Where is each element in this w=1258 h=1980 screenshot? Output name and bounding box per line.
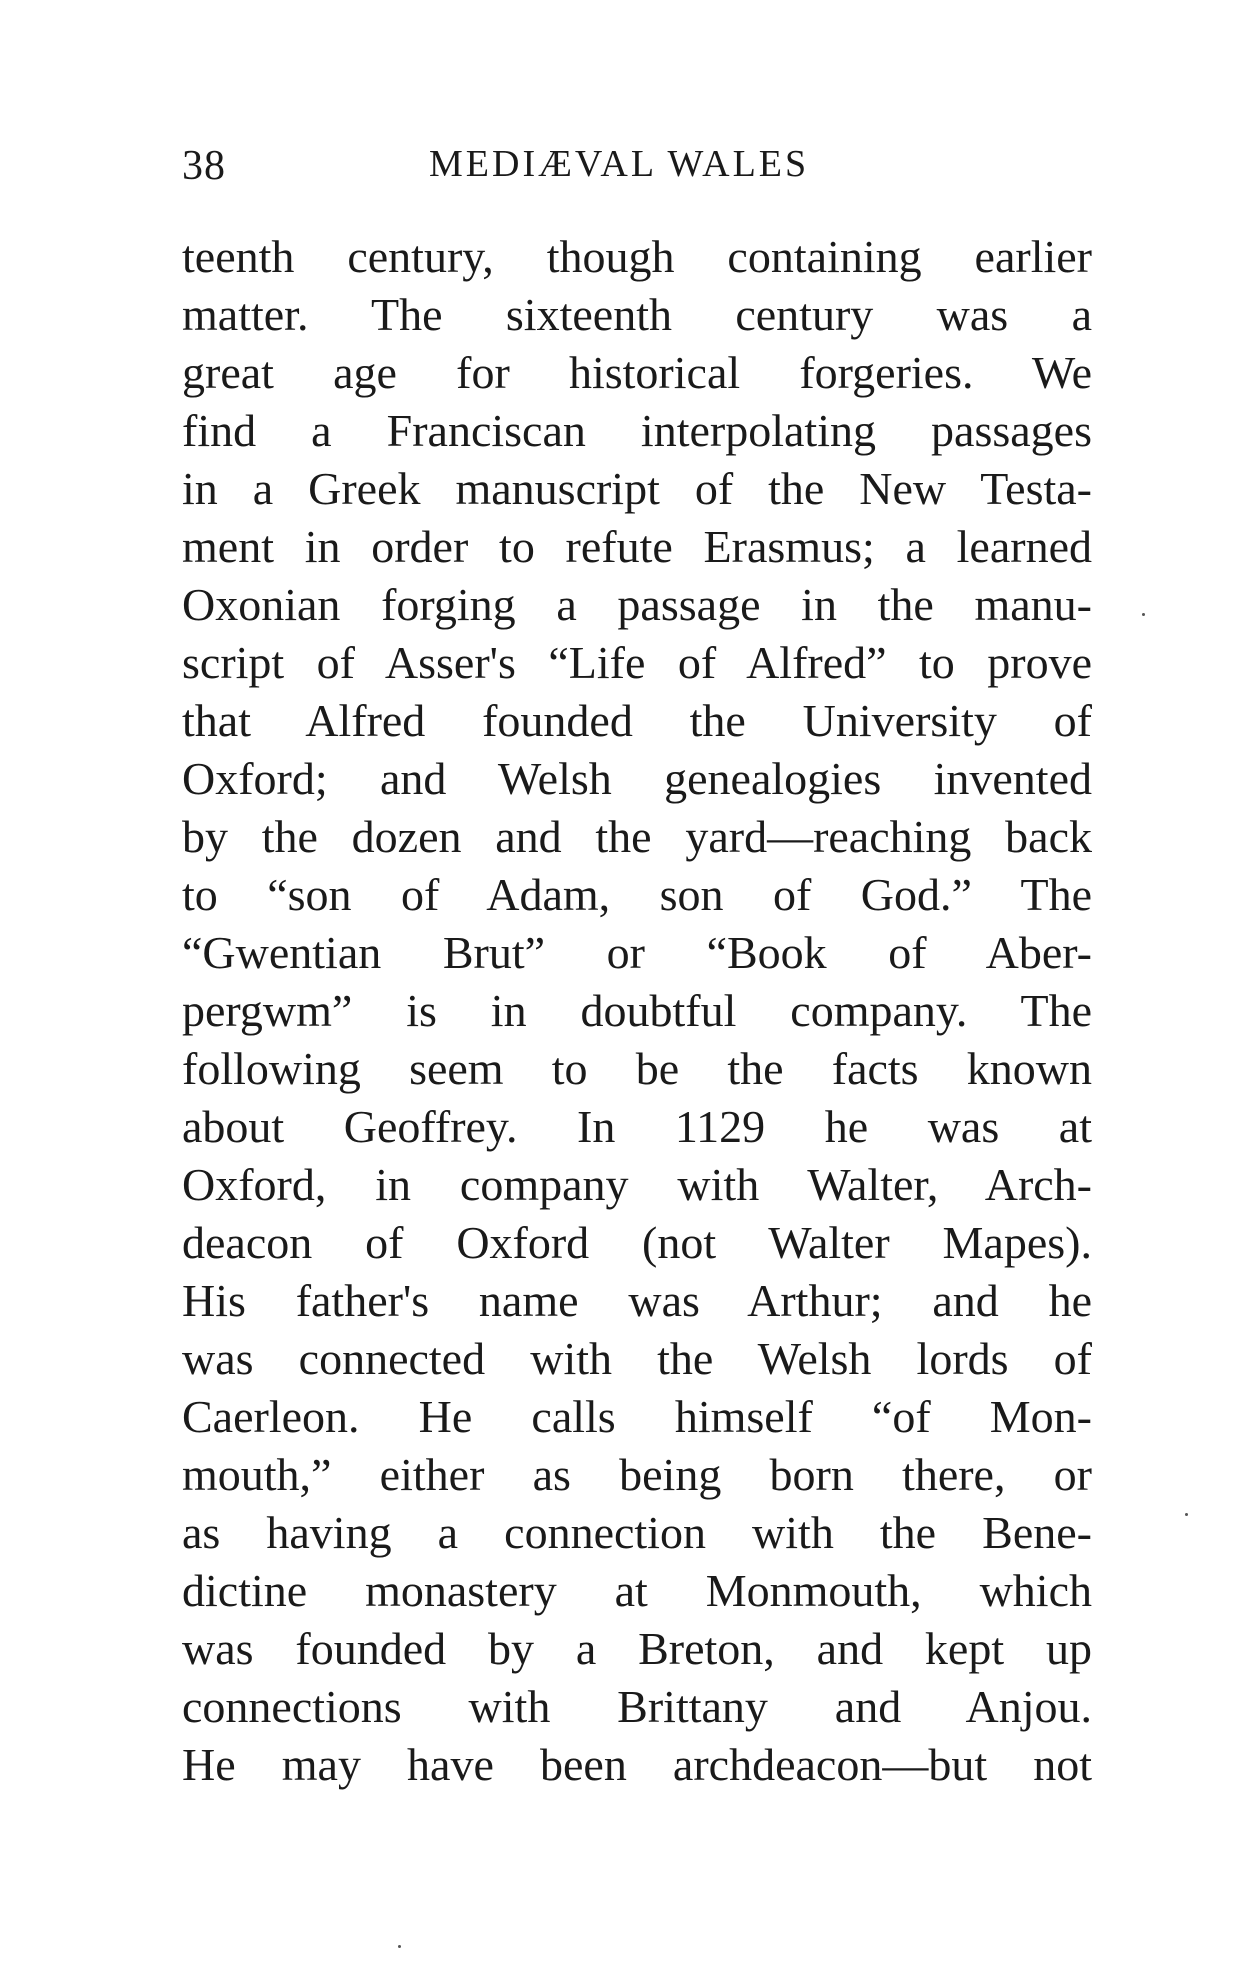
text-line: ment in order to refute Erasmus; a learned: [182, 521, 1092, 572]
scan-speck: [398, 1945, 401, 1948]
text-line: Oxford, in company with Walter, Arch-: [182, 1159, 1092, 1210]
text-line: “Gwentian Brut” or “Book of Aber-: [182, 927, 1092, 978]
text-line: in a Greek manuscript of the New Testa-: [182, 463, 1092, 514]
text-line: about Geoffrey. In 1129 he was at: [182, 1101, 1092, 1152]
text-line: mouth,” either as being born there, or: [182, 1449, 1092, 1500]
text-line: pergwm” is in doubtful company. The: [182, 985, 1092, 1036]
running-head: [182, 142, 1102, 192]
scan-speck: [1185, 1513, 1188, 1516]
text-line: following seem to be the facts known: [182, 1043, 1092, 1094]
text-line: matter. The sixteenth century was a: [182, 289, 1092, 340]
text-line: great age for historical forgeries. We: [182, 347, 1092, 398]
scan-speck: [1142, 613, 1145, 616]
text-line: Oxonian forging a passage in the manu-: [182, 579, 1092, 630]
text-line: to “son of Adam, son of God.” The: [182, 869, 1092, 920]
text-line: dictine monastery at Monmouth, which: [182, 1565, 1092, 1616]
text-line: Oxford; and Welsh genealogies invented: [182, 753, 1092, 804]
text-line: His father's name was Arthur; and he: [182, 1275, 1092, 1326]
text-line: Caerleon. He calls himself “of Mon-: [182, 1391, 1092, 1442]
text-line: as having a connection with the Bene-: [182, 1507, 1092, 1558]
text-line: was connected with the Welsh lords of: [182, 1333, 1092, 1384]
body-text: [182, 228, 1092, 1794]
page-number: 38: [182, 143, 226, 189]
text-line: by the dozen and the yard—reaching back: [182, 811, 1092, 862]
text-line: was founded by a Breton, and kept up: [182, 1623, 1092, 1674]
running-title: MEDIÆVAL WALES: [429, 143, 810, 185]
text-line: find a Franciscan interpolating passages: [182, 405, 1092, 456]
text-line: that Alfred founded the University of: [182, 695, 1092, 746]
text-line: script of Asser's “Life of Alfred” to prove: [182, 637, 1092, 688]
text-line: connections with Brittany and Anjou.: [182, 1681, 1092, 1732]
text-line: teenth century, though containing earlier: [182, 231, 1092, 282]
text-line: He may have been archdeacon—but not: [182, 1739, 1092, 1790]
text-line: deacon of Oxford (not Walter Mapes).: [182, 1217, 1092, 1268]
